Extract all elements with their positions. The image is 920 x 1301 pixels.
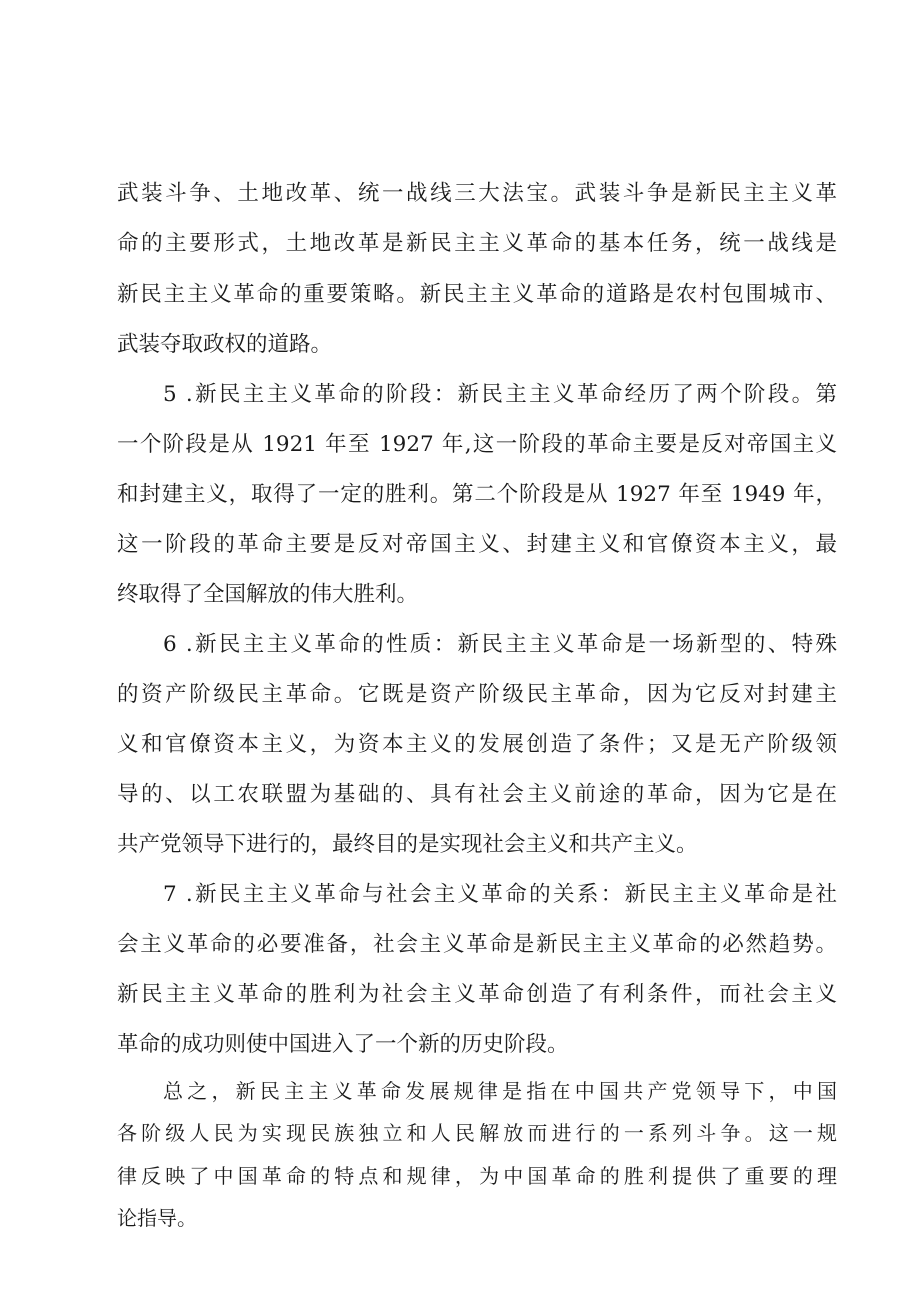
- text-line: 会主义革命的必要准备，社会主义革命是新民主主义革命的必然趋势。: [117, 932, 837, 957]
- text-line: 新民主主义革命的重要策略。新民主主义革命的道路是农村包围城市、: [117, 282, 837, 307]
- text-line: 律反映了中国革命的特点和规律，为中国革命的胜利提供了重要的理: [117, 1164, 837, 1188]
- text-line: 新民主主义革命的胜利为社会主义革命创造了有利条件，而社会主义: [117, 982, 837, 1007]
- text-line: 革命的成功则使中国进入了一个新的历史阶段。: [117, 1032, 569, 1057]
- text-line: 义和官僚资本主义，为资本主义的发展创造了条件；又是无产阶级领: [117, 732, 837, 757]
- text-line: 的资产阶级民主革命。它既是资产阶级民主革命，因为它反对封建主: [117, 682, 837, 707]
- text-line: 和封建主义，取得了一定的胜利。第二个阶段是从 1927 年至 1949 年，: [117, 482, 837, 507]
- text-line: 各阶级人民为实现民族独立和人民解放而进行的一系列斗争。这一规: [117, 1121, 837, 1145]
- text-line: 命的主要形式，土地改革是新民主主义革命的基本任务，统一战线是: [117, 231, 837, 256]
- text-line: 终取得了全国解放的伟大胜利。: [117, 582, 419, 607]
- text-line: 论指导。: [117, 1206, 197, 1230]
- text-line: 总之，新民主主义革命发展规律是指在中国共产党领导下，中国: [163, 1079, 837, 1103]
- text-line: 5 .新民主主义革命的阶段：新民主主义革命经历了两个阶段。第: [163, 382, 837, 407]
- text-line: 7 .新民主主义革命与社会主义革命的关系：新民主主义革命是社: [163, 882, 837, 907]
- text-line: 一个阶段是从 1921 年至 1927 年,这一阶段的革命主要是反对帝国主义: [117, 432, 837, 457]
- text-line: 这一阶段的革命主要是反对帝国主义、封建主义和官僚资本主义，最: [117, 532, 837, 557]
- text-line: 武装斗争、土地改革、统一战线三大法宝。武装斗争是新民主主义革: [117, 181, 837, 206]
- text-line: 武装夺取政权的道路。: [117, 332, 333, 357]
- text-line: 6 .新民主主义革命的性质：新民主主义革命是一场新型的、特殊: [163, 632, 837, 657]
- text-line: 共产党领导下进行的，最终目的是实现社会主义和共产主义。: [117, 832, 698, 857]
- text-line: 导的、以工农联盟为基础的、具有社会主义前途的革命，因为它是在: [117, 782, 837, 807]
